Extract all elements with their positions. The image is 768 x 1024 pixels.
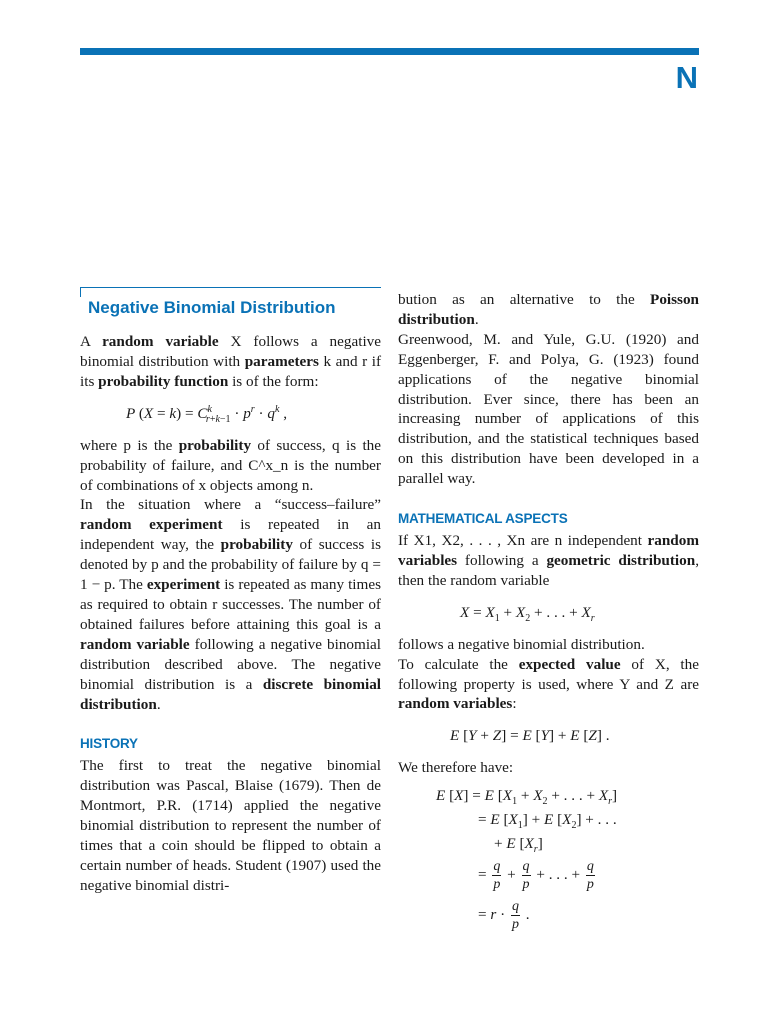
history-paragraph: The first to treat the negative binomial distribution was Pascal, Blaise (1679). Then de Montmort, P.R. (1714) applied the negative binomial distribution to represent the number of times that a coin should be flipped to obtain a certain number of heads. Student (1907) used the negative binomial distri-: [80, 757, 381, 894]
title-rule-tick: [80, 287, 81, 297]
follows-paragraph: follows a negative binomial distribution.: [398, 635, 645, 653]
derivation-line-1: E [X] = E [$X_1 + X_2$ + . . . + $X_r$]: [436, 787, 618, 808]
situation-paragraph: In the situation where a “success–failure” random experiment is repeated in an independent way, the probability of success is denoted by p and the probability of failure by q = 1 − p. The experiment is repeated as many times as required to obtain r successes. The number of obtained failures before attaining this goal is a random variable following a negative binomial distribution described above. The negative binomial distribution is a discrete binomial distribution.: [80, 496, 382, 713]
greenwood-paragraph: Greenwood, M. and Yule, G.U. (1920) and Eggenberger, F. and Polya, G. (1923) found applications of the negative binomial distribution. Ever since, there has been an increasing number of applications of this distribution, and the statistical techniques based on this distribution have been developed in a parallel way.: [398, 330, 699, 488]
derivation: [398, 786, 699, 938]
derivation-line-3: + E $[X_r]$: [494, 835, 543, 856]
fraction-q-over-p: $\frac{q}{p}$: [522, 859, 530, 893]
derivation-line-5: = r · $\frac{q}{p}$ .: [478, 899, 530, 933]
chapter-letter: N: [675, 60, 698, 95]
therefore-paragraph: We therefore have:: [398, 759, 514, 777]
linearity-formula: E [Y + Z] = E [Y] + E [Z] .: [450, 727, 610, 745]
continued-paragraph: bution as an alternative to the Poisson distribution.: [398, 291, 699, 328]
pmf-formula: P $(X = k) = C^k_{r+k-1} \cdot p^r \cdot q^k$ ,: [126, 403, 287, 425]
intro-paragraph: A random variable X follows a negative binomial distribution with parameters k and r if its probability function is of the form:: [80, 333, 382, 390]
expected-paragraph: To calculate the expected value of X, the following property is used, where Y and Z are random variables:: [398, 655, 699, 713]
derivation-line-2: = E $[X_1] + E$ $[X_2]$ + . . .: [478, 811, 617, 832]
title-rule: [80, 287, 381, 288]
fraction-q-over-p: $\frac{q}{p}$: [586, 859, 594, 893]
where-paragraph: where p is the probability of success, q is the probability of failure, and C^x_n is the number of combinations of x objects among n.: [80, 436, 381, 494]
derivation-line-4: = $\frac{q}{p}$ + $\frac{q}{p}$ + . . . + $\frac{q}{p}$: [478, 859, 594, 893]
top-rule: [80, 48, 699, 55]
math-heading: MATHEMATICAL ASPECTS: [398, 511, 568, 527]
fraction-q-over-p: $\frac{q}{p}$: [493, 859, 501, 893]
history-heading: HISTORY: [80, 736, 138, 752]
entry-title-box: [80, 287, 381, 325]
sum-formula: $X = X_1 + X_2$ + . . . + $X_r$: [460, 603, 595, 624]
fraction-q-over-p: $\frac{q}{p}$: [511, 899, 519, 933]
entry-title: Negative Binomial Distribution: [88, 298, 336, 317]
math-intro-paragraph: If X1, X2, . . . , Xn are n independent random variables following a geometric distribution, then the random variable: [398, 531, 699, 589]
left-column: [80, 287, 381, 896]
right-column: [398, 287, 699, 938]
